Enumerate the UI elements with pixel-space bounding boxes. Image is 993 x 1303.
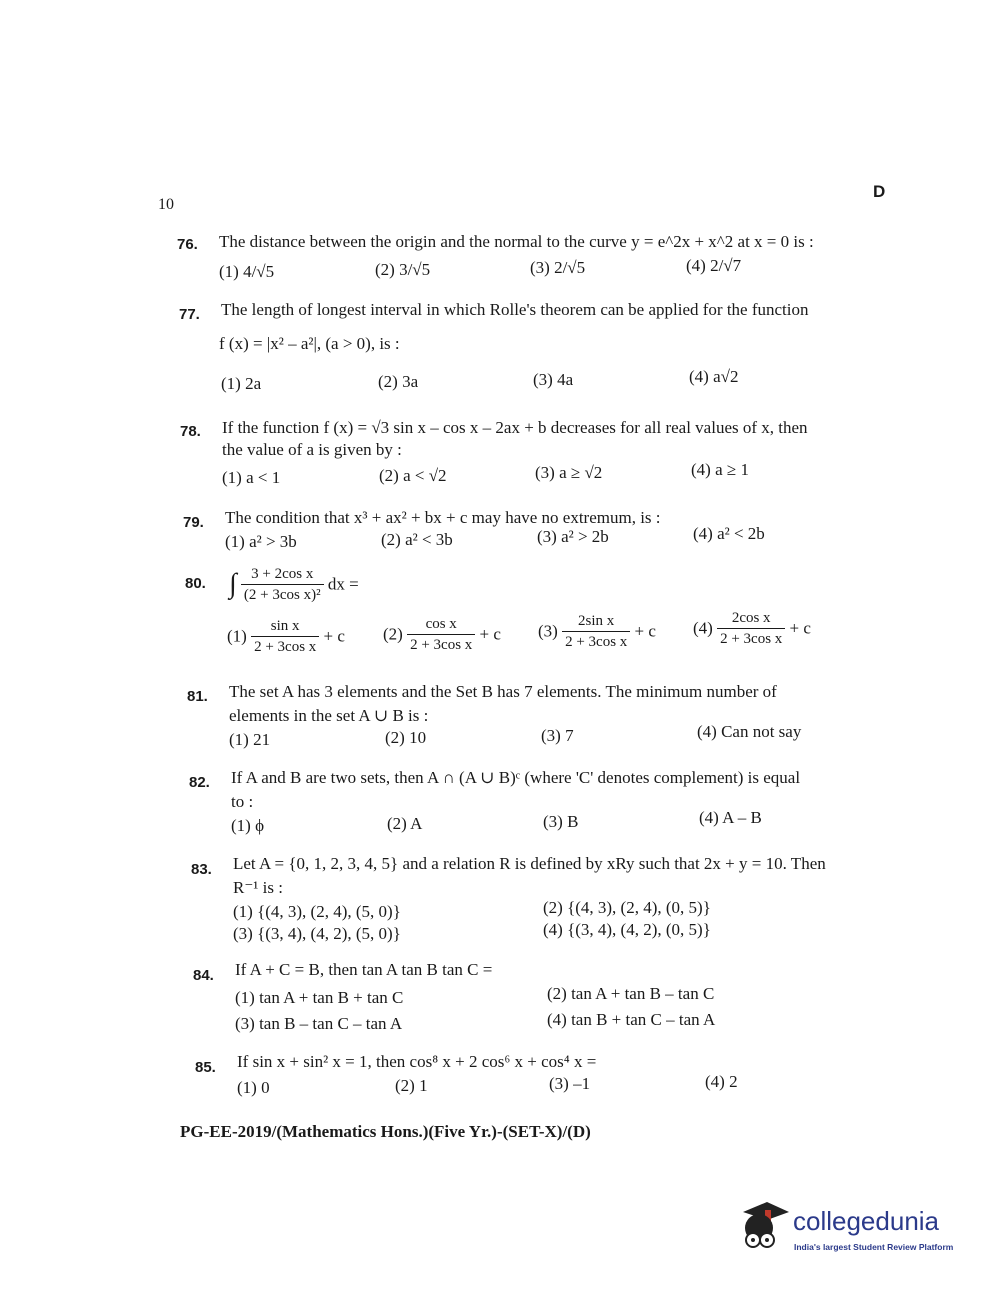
question-text: If sin x + sin² x = 1, then cos⁸ x + 2 cos⁶ x + cos⁴ x =	[237, 1052, 597, 1071]
option-2: (2) A	[387, 814, 423, 833]
question-number: 79.	[183, 514, 204, 531]
question-text-line-1: Let A = {0, 1, 2, 3, 4, 5} and a relation R is defined by xRy such that 2x + y = 10. Then	[233, 854, 826, 873]
option-1: (1) $\frac{\text{sin x}}{\text{2 + 3cos x}}$ + c	[227, 618, 345, 655]
option-1: (1) 2a	[221, 374, 262, 393]
question-76	[177, 230, 877, 290]
question-text-line-2: to :	[231, 792, 254, 811]
question-text-line-2: f (x) = |x² – a²|, (a > 0), is :	[219, 334, 400, 353]
option-4: (4) 2	[705, 1072, 738, 1091]
question-83	[191, 850, 901, 946]
integral-sign: ∫	[229, 568, 237, 600]
option-2: (2) tan A + tan B – tan C	[547, 984, 715, 1003]
question-number: 76.	[177, 236, 198, 253]
question-text-line-2: the value of a is given by :	[222, 440, 402, 459]
option-4: (4) a√2	[689, 367, 739, 386]
option-4: (4) tan B + tan C – tan A	[547, 1010, 716, 1029]
option-3: (3) $\frac{\text{2sin x}}{\text{2 + 3cos x}}$ + c	[538, 613, 656, 650]
question-number: 83.	[191, 861, 212, 878]
question-text-line-1: If the function f (x) = √3 sin x – cos x – 2ax + b decreases for all real values of x, then	[222, 418, 808, 437]
option-4: (4) $\frac{\text{2cos x}}{\text{2 + 3cos x}}$ + c	[693, 610, 811, 647]
page-number: 10	[158, 196, 174, 213]
question-81	[187, 678, 897, 756]
footer-code: PG-EE-2019/(Mathematics Hons.)(Five Yr.)-(SET-X)/(D)	[180, 1122, 591, 1141]
set-code: D	[873, 182, 886, 201]
option-2: (2) 10	[385, 728, 427, 747]
option-4: (4) Can not say	[697, 722, 802, 741]
question-number: 80.	[185, 575, 206, 592]
option-3: (3) a ≥ √2	[535, 463, 603, 482]
option-2: (2) a² < 3b	[381, 530, 453, 549]
question-79	[183, 502, 883, 558]
option-1: (1) {(4, 3), (2, 4), (5, 0)}	[233, 902, 401, 921]
collegedunia-logo[interactable]	[733, 1196, 963, 1266]
option-2: (2) a < √2	[379, 466, 447, 485]
question-text-line-1: If A and B are two sets, then A ∩ (A ∪ B)ᶜ (where 'C' denotes complement) is equal	[231, 768, 801, 787]
question-text-line-1: The length of longest interval in which Rolle's theorem can be applied for the function	[221, 300, 809, 319]
question-number: 77.	[179, 306, 200, 323]
question-text: The condition that x³ + ax² + bx + c may have no extremum, is :	[225, 508, 661, 527]
option-1: (1) ϕ	[231, 816, 265, 835]
question-text-line-1: The set A has 3 elements and the Set B has 7 elements. The minimum number of	[229, 682, 777, 701]
option-4: (4) A – B	[699, 808, 762, 827]
logo-name: collegedunia	[793, 1206, 940, 1236]
question-text-line-2: R⁻¹ is :	[233, 878, 283, 897]
question-80	[185, 562, 885, 666]
mascot-icon	[733, 1198, 793, 1258]
option-3: (3) 2/√5	[530, 258, 586, 277]
integrand-numerator: 3 + 2cos x	[241, 564, 324, 585]
option-4: (4) a² < 2b	[693, 524, 765, 543]
option-3: (3) a² > 2b	[537, 527, 609, 546]
question-text: The distance between the origin and the normal to the curve y = e^2x + x^2 at x = 0 is :	[219, 232, 814, 251]
integrand-fraction	[241, 564, 324, 605]
question-85	[195, 1050, 895, 1106]
option-2: (2) $\frac{\text{cos x}}{\text{2 + 3cos x}}$ + c	[383, 616, 501, 653]
option-3: (3) 4a	[533, 370, 574, 389]
question-78	[180, 410, 890, 490]
option-3: (3) –1	[549, 1074, 591, 1093]
question-82	[189, 764, 899, 842]
option-1: (1) 0	[237, 1078, 270, 1097]
option-1: (1) 21	[229, 730, 271, 749]
option-3: (3) B	[543, 812, 579, 831]
option-4: (4) a ≥ 1	[691, 460, 749, 479]
integral-tail: dx =	[327, 574, 359, 594]
option-1: (1) a < 1	[222, 468, 281, 487]
option-3: (3) {(3, 4), (4, 2), (5, 0)}	[233, 924, 401, 943]
integral-expression	[229, 564, 359, 605]
logo-tagline: India's largest Student Review Platform	[794, 1242, 954, 1252]
option-3: (3) tan B – tan C – tan A	[235, 1014, 403, 1033]
question-number: 81.	[187, 688, 208, 705]
integrand-denominator: (2 + 3cos x)²	[243, 587, 321, 603]
option-2: (2) 3a	[378, 372, 419, 391]
option-2: (2) 3/√5	[375, 260, 431, 279]
question-text-line-2: elements in the set A ∪ B is :	[229, 706, 429, 725]
option-1: (1) 4/√5	[219, 262, 275, 281]
option-2: (2) {(4, 3), (2, 4), (0, 5)}	[543, 898, 711, 917]
question-number: 78.	[180, 423, 201, 440]
option-2: (2) 1	[395, 1076, 428, 1095]
option-4: (4) 2/√7	[686, 256, 742, 275]
question-number: 82.	[189, 774, 210, 791]
option-3: (3) 7	[541, 726, 574, 745]
option-1: (1) a² > 3b	[225, 532, 297, 551]
option-4: (4) {(3, 4), (4, 2), (0, 5)}	[543, 920, 711, 939]
question-number: 85.	[195, 1059, 216, 1076]
question-77	[179, 296, 889, 396]
option-1: (1) tan A + tan B + tan C	[235, 988, 404, 1007]
question-84	[193, 958, 893, 1038]
question-text: If A + C = B, then tan A tan B tan C =	[235, 960, 493, 979]
question-number: 84.	[193, 967, 214, 984]
